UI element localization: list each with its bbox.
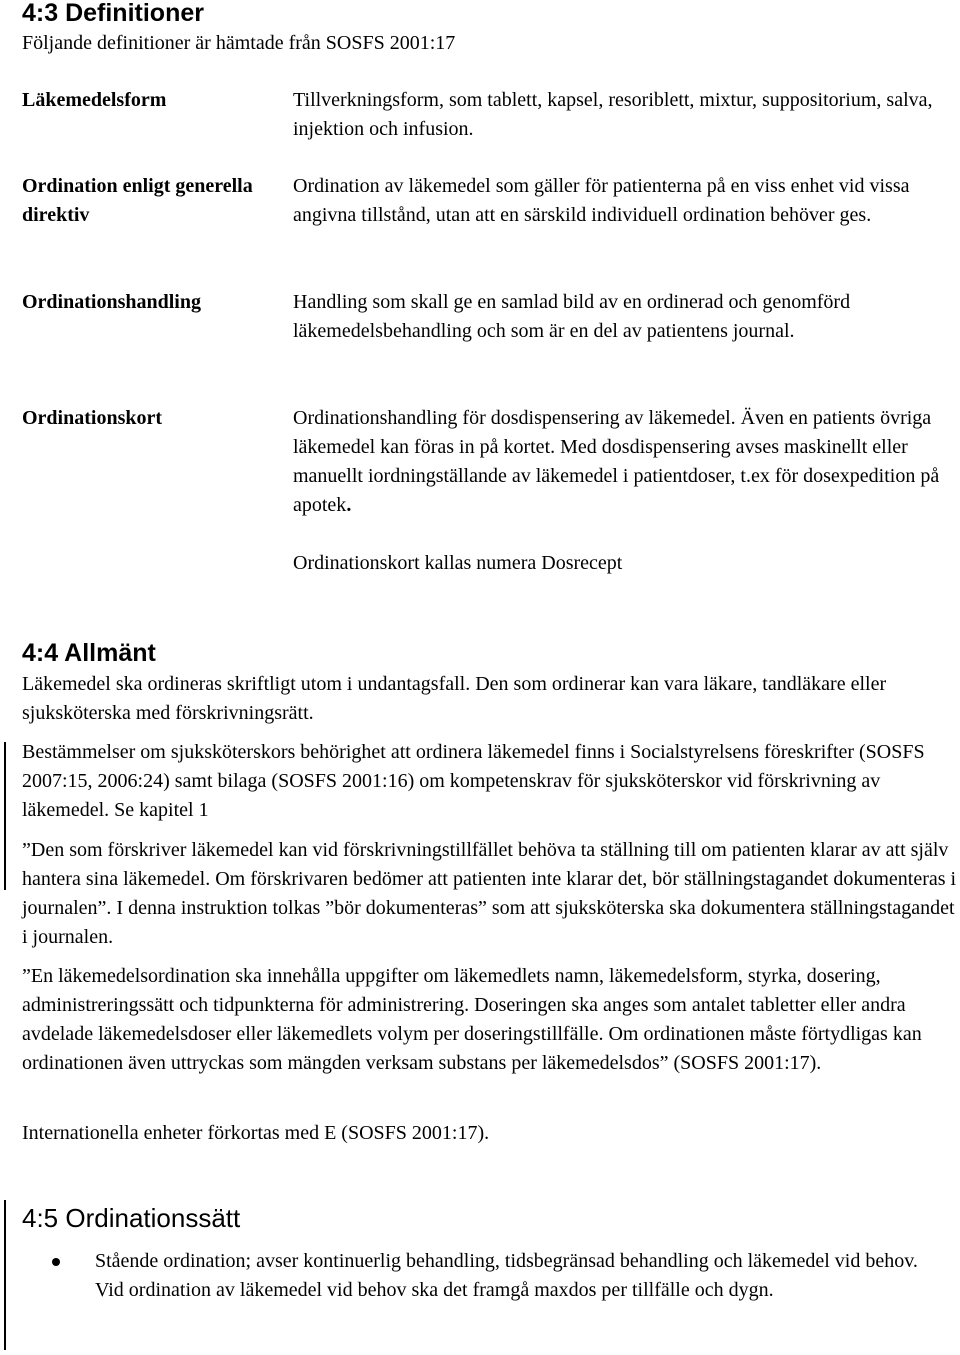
bullet-text: Stående ordination; avser kontinuerlig behandling, tidsbegränsad behandling och läkemedel vid behov. Vid ordination av läkemedel vid behov ska det framgå maxdos per tillfälle och dygn. [95, 1250, 918, 1301]
definition-term: Ordination enligt generella direktiv [22, 175, 253, 226]
definition-description: Tillverkningsform, som tablett, kapsel, resoriblett, mixtur, suppositorium, salva, injektion och infusion. [293, 89, 933, 140]
definition-description: Ordination av läkemedel som gäller för patienterna på en viss enhet vid vissa angivna tillstånd, utan att en särskild individuell ordination behöver ges. [293, 175, 910, 226]
definition-description: Handling som skall ge en samlad bild av en ordinerad och genomförd läkemedelsbehandling och som är en del av patientens journal. [293, 291, 851, 342]
section-subtitle: Följande definitioner är hämtade från SOSFS 2001:17 [22, 32, 456, 54]
paragraph: Internationella enheter förkortas med E (SOSFS 2001:17). [22, 1122, 490, 1144]
section-heading-ordinationssatt: 4:5 Ordinationssätt [22, 1203, 241, 1233]
paragraph: Bestämmelser om sjuksköterskors behörighet att ordinera läkemedel finns i Socialstyrelsens föreskrifter (SOSFS 2007:15, 2006:24) samt bilaga (SOSFS 2001:16) om kompetenskrav för sjuksköterskor vid förskrivning av läkemedel. Se kapitel 1 [22, 741, 925, 821]
change-bar [4, 1200, 6, 1350]
section-heading-allmant: 4:4 Allmänt [22, 639, 156, 667]
definition-term: Ordinationshandling [22, 291, 201, 313]
definition-term: Ordinationskort [22, 407, 163, 429]
definition-description-end: . [346, 494, 352, 516]
bullet-icon [52, 1258, 60, 1266]
definition-description-text: Ordinationshandling för dosdispensering av läkemedel. Även en patients övriga läkemedel kan föras in på kortet. Med dosdispensering avses maskinellt eller manuellt iordningställande av läkemedel i patientdoser, t.ex för dosexpedition på apotek [293, 407, 940, 516]
paragraph: Läkemedel ska ordineras skriftligt utom i undantagsfall. Den som ordinerar kan vara läkare, tandläkare eller sjuksköterska med förskrivningsrätt. [22, 673, 887, 724]
definition-description [293, 404, 958, 520]
paragraph: ”En läkemedelsordination ska innehålla uppgifter om läkemedlets namn, läkemedelsform, styrka, dosering, administreringssätt och tidpunkterna för administrering. Doseringen ska anges som antalet tabletter eller andra avdelade läkemedelsdoser eller läkemedlets volym per doseringstillfälle. Om ordinationen måste förtydligas kan ordinationen även uttryckas som mängden verksam substans per läkemedelsdos” (SOSFS 2001:17). [22, 965, 922, 1074]
change-bar [4, 742, 6, 890]
definitions-note: Ordinationskort kallas numera Dosrecept [293, 552, 623, 574]
section-heading-definitioner: 4:3 Definitioner [22, 0, 204, 27]
paragraph: ”Den som förskriver läkemedel kan vid förskrivningstillfället behöva ta ställning till om patienten klarar av att själv hantera sina läkemedel. Om förskrivaren bedömer att patienten inte klarar det, bör ställningstagandet dokumenteras i journalen”. I denna instruktion tolkas ”bör dokumenteras” som att sjuksköterska ska dokumentera ställningstagandet i journalen. [22, 839, 957, 948]
definition-term: Läkemedelsform [22, 89, 167, 111]
